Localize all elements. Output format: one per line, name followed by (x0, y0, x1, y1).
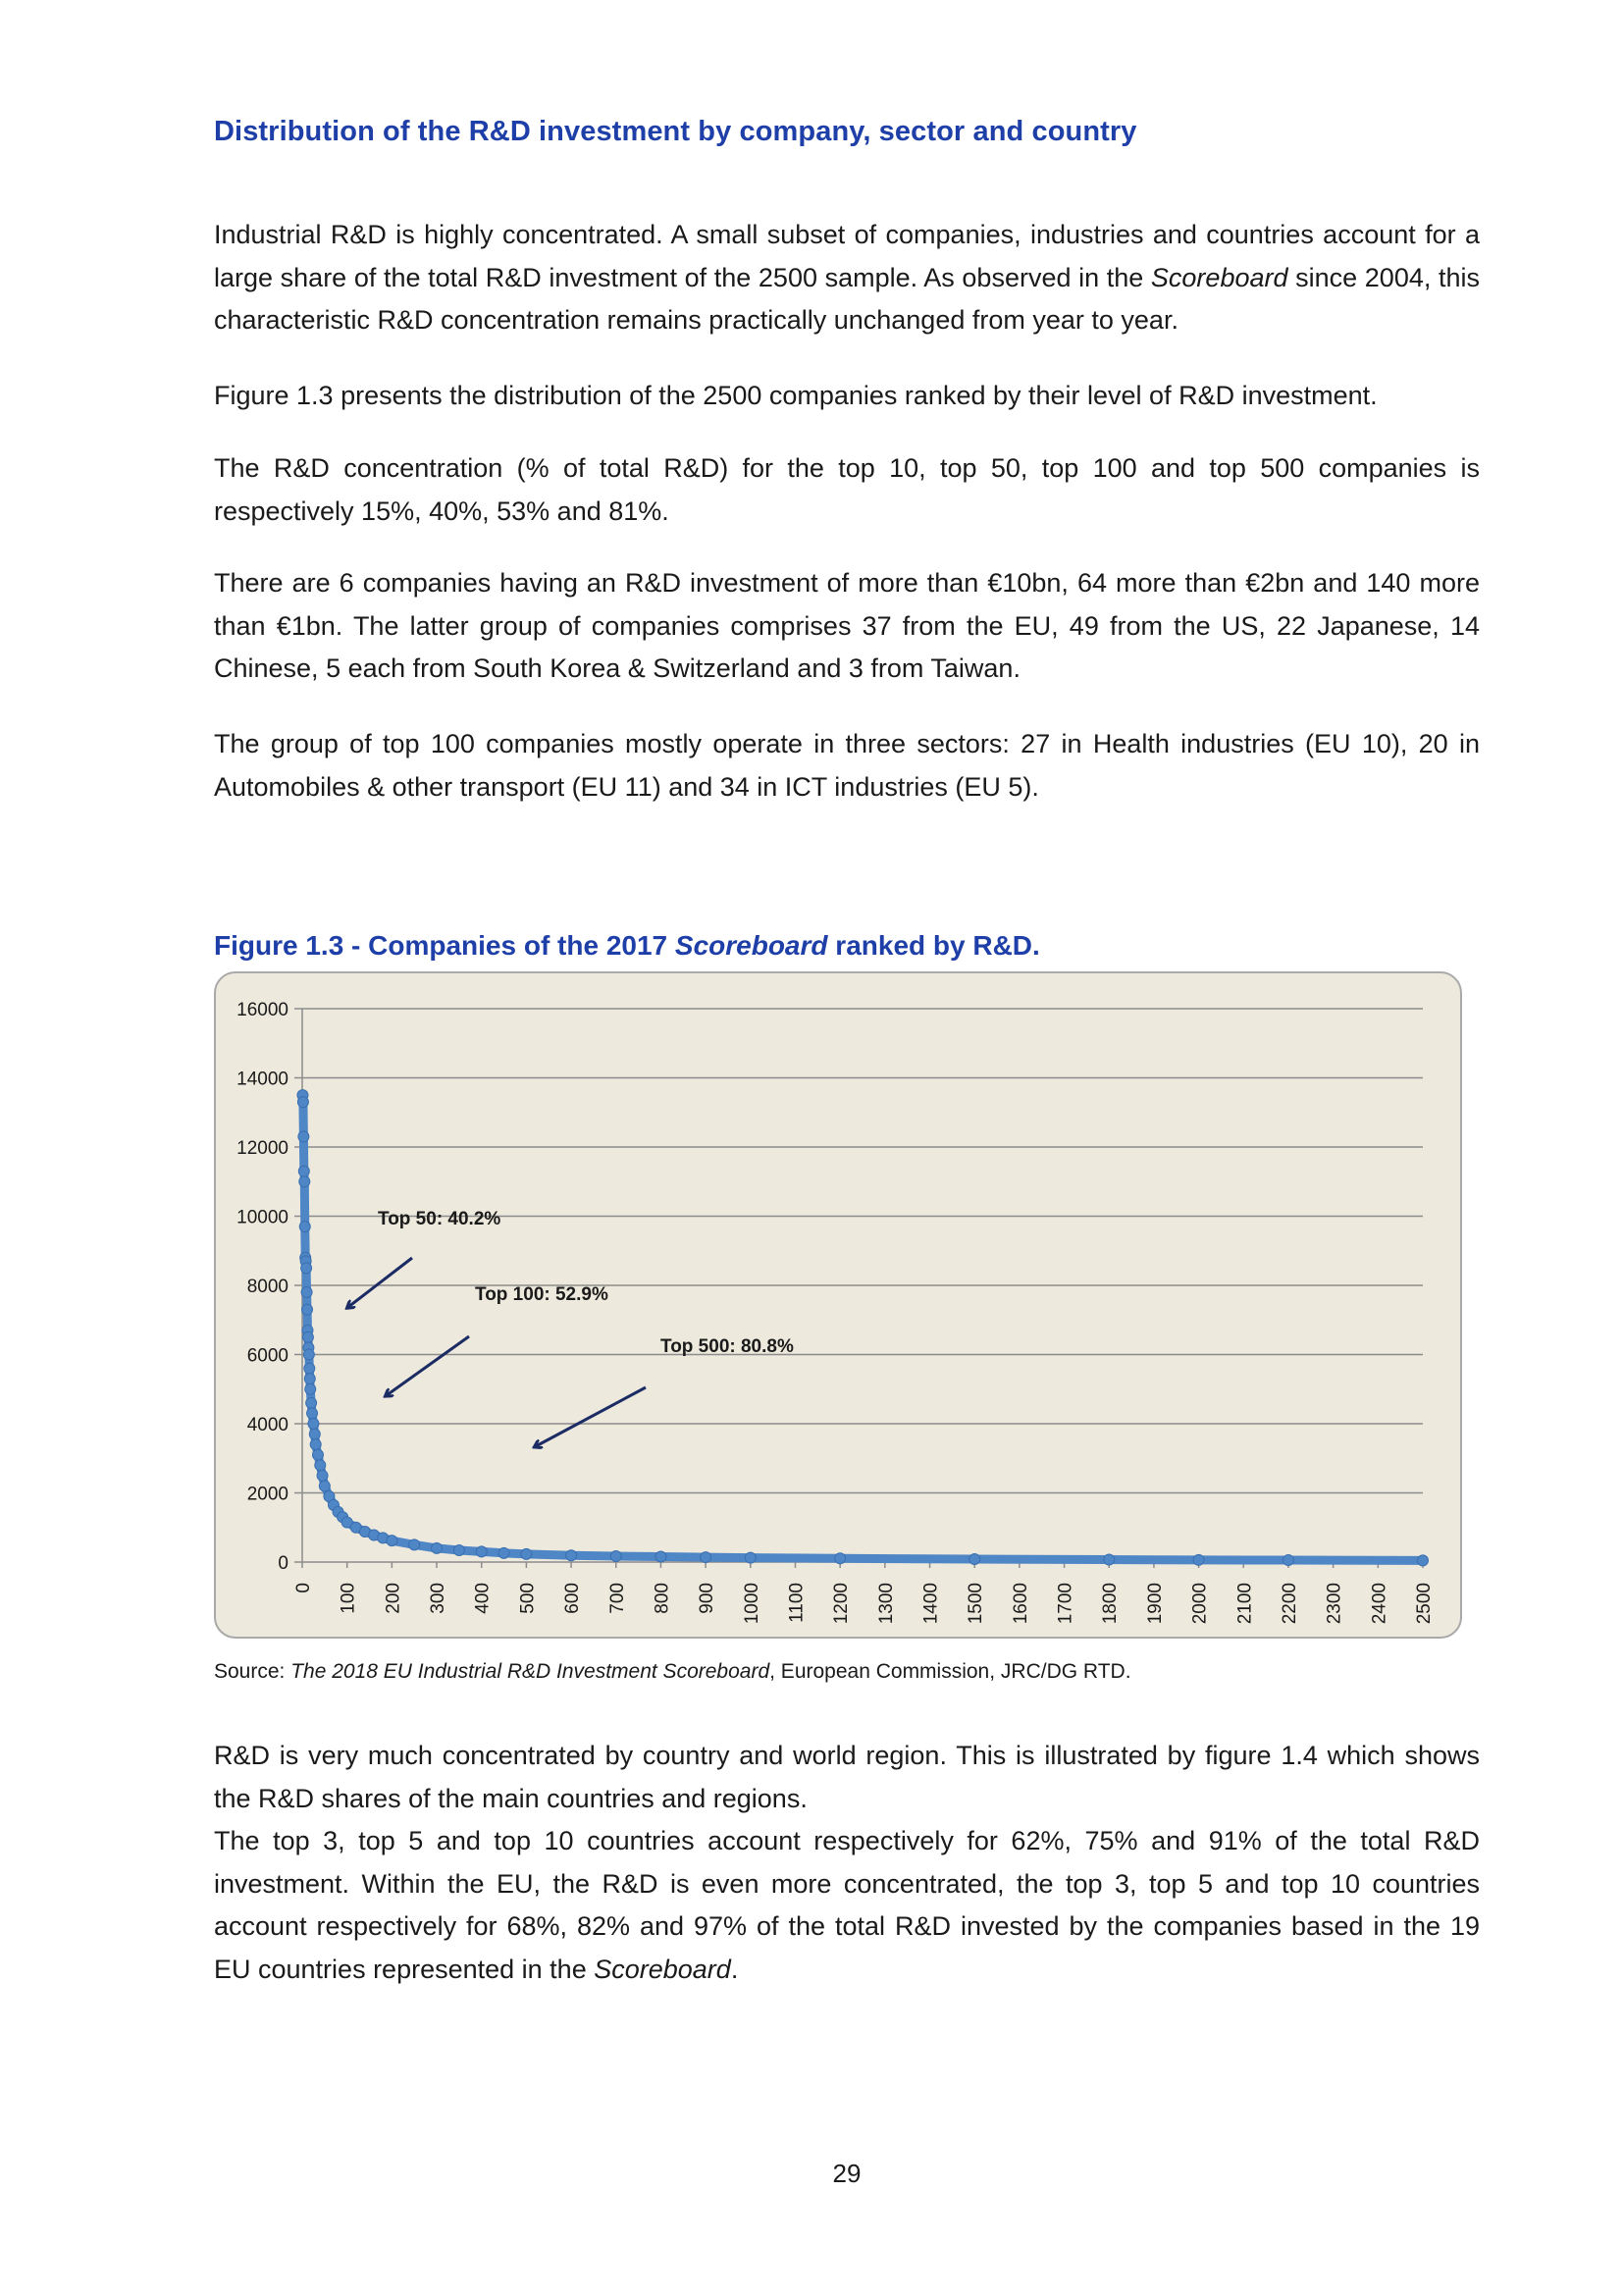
x-tick-label: 1800 (1100, 1583, 1122, 1625)
data-point (498, 1547, 509, 1558)
data-point (302, 1331, 313, 1342)
data-point (304, 1374, 315, 1384)
data-point (308, 1419, 319, 1430)
data-point (297, 1097, 308, 1108)
source-text: , European Commission, JRC/DG RTD. (769, 1660, 1131, 1683)
annotation-arrow (348, 1258, 412, 1307)
annotation-label: Top 500: 80.8% (660, 1336, 794, 1357)
x-tick-label: 100 (338, 1583, 359, 1614)
data-point (304, 1363, 315, 1374)
y-tick-label: 0 (278, 1553, 288, 1574)
data-point (835, 1553, 846, 1564)
x-tick-label: 1900 (1144, 1583, 1166, 1625)
y-tick-label: 10000 (236, 1207, 288, 1228)
data-point (432, 1542, 443, 1553)
x-tick-label: 0 (293, 1583, 314, 1593)
x-tick-label: 900 (697, 1583, 718, 1614)
data-point (409, 1539, 420, 1550)
data-point (566, 1550, 577, 1561)
x-tick-label: 2000 (1189, 1583, 1211, 1625)
paragraph-country-concentration: R&D is very much concentrated by country and world region. This is illustrated by figure 1.4 which shows the R&D shares of the main countries and regions. (214, 1741, 1480, 1813)
page-number: 29 (832, 2159, 862, 2188)
x-tick-label: 1600 (1010, 1583, 1031, 1625)
paragraph-sectors: The group of top 100 companies mostly operate in three sectors: 27 in Health industries (EU 10), 20 in Automobiles & other transport (EU 11) and 34 in ICT industries (EU 5). (214, 729, 1480, 802)
x-tick-label: 600 (562, 1583, 584, 1614)
figure-title-text: Figure 1.3 - Companies of the 2017 (214, 930, 675, 961)
data-point (387, 1536, 397, 1546)
scoreboard-italic: Scoreboard (1150, 262, 1288, 292)
x-tick-label: 1500 (966, 1583, 987, 1625)
data-point (1193, 1554, 1204, 1565)
data-point (301, 1287, 312, 1298)
x-tick-label: 2500 (1414, 1583, 1435, 1625)
data-point (315, 1460, 326, 1471)
data-point (476, 1546, 487, 1557)
y-tick-label: 14000 (236, 1069, 288, 1090)
y-tick-label: 16000 (236, 1000, 288, 1020)
data-point (521, 1548, 532, 1559)
source-label: Source: (214, 1660, 291, 1683)
data-point (298, 1166, 309, 1176)
data-point (301, 1263, 312, 1274)
x-tick-label: 2400 (1369, 1583, 1390, 1625)
x-tick-label: 800 (652, 1583, 673, 1614)
x-tick-label: 500 (517, 1583, 539, 1614)
figure-title-text: ranked by R&D. (827, 930, 1040, 961)
y-tick-label: 8000 (246, 1277, 288, 1297)
paragraph-concentration (214, 214, 1480, 342)
annotation-arrow (387, 1336, 469, 1395)
data-point (969, 1554, 980, 1565)
x-tick-label: 400 (472, 1583, 494, 1614)
x-tick-label: 1400 (920, 1583, 942, 1625)
paragraph-figure-intro: Figure 1.3 presents the distribution of the 2500 companies ranked by their level of R&D investment. (214, 381, 1378, 410)
paragraph-top-countries (214, 1820, 1480, 1991)
paragraph-top-companies: The R&D concentration (% of total R&D) for the top 10, top 50, top 100 and top 500 companies is respectively 15%, 40%, 53% and 81%. (214, 453, 1480, 526)
data-point (701, 1552, 711, 1563)
annotation-label: Top 100: 52.9% (475, 1284, 608, 1305)
data-point (319, 1481, 330, 1491)
chart-area (214, 971, 1462, 1639)
data-point (306, 1397, 317, 1408)
x-tick-label: 1000 (741, 1583, 762, 1625)
data-point (745, 1552, 756, 1563)
section-heading: Distribution of the R&D investment by company, sector and country (214, 116, 1137, 147)
figure-title (214, 930, 1040, 962)
data-point (302, 1304, 313, 1315)
paragraph-text: The top 3, top 5 and top 10 countries account respectively for 62%, 75% and 91% of the total R&D investment. Within the EU, the R&D is even more concentrated, the top 3, top 5 and top 10 countries account respectively for 68%, 82% and 97% of the total R&D invested by the companies based in the 19 EU countries represented in the (214, 1826, 1480, 1984)
data-point (453, 1545, 464, 1556)
figure-title-italic: Scoreboard (674, 930, 828, 961)
data-point (305, 1383, 316, 1394)
x-tick-label: 2300 (1324, 1583, 1345, 1625)
data-point (1418, 1555, 1429, 1566)
data-point (312, 1449, 323, 1460)
data-point (299, 1222, 310, 1232)
y-tick-label: 2000 (246, 1484, 288, 1505)
data-point (298, 1131, 309, 1142)
paragraph-text: Industrial R&D is highly concentrated. A small subset of companies, industries and countries account for a large share of the total R&D investment of the 2500 sample. As observed in the (214, 220, 1480, 292)
scatter-chart (216, 973, 1460, 1637)
data-point (1283, 1555, 1293, 1566)
y-tick-label: 12000 (236, 1138, 288, 1159)
data-point (299, 1176, 310, 1187)
y-tick-label: 4000 (246, 1415, 288, 1435)
data-point (310, 1439, 321, 1450)
series-line (302, 1095, 1423, 1560)
data-point (309, 1429, 320, 1439)
data-point (307, 1408, 318, 1419)
x-tick-label: 1300 (875, 1583, 897, 1625)
x-tick-label: 200 (383, 1583, 404, 1614)
data-point (610, 1551, 621, 1562)
annotation-arrow (536, 1387, 646, 1446)
x-tick-label: 700 (606, 1583, 628, 1614)
source-title: The 2018 EU Industrial R&D Investment Scoreboard (290, 1660, 770, 1683)
figure-source (214, 1660, 1131, 1684)
paragraph-text: since 2004, this characteristic R&D concentration remains practically unchanged from year to year. (214, 262, 1480, 335)
scoreboard-italic: Scoreboard (594, 1954, 731, 1984)
data-point (655, 1551, 666, 1562)
x-tick-label: 1700 (1055, 1583, 1076, 1625)
y-tick-label: 6000 (246, 1345, 288, 1367)
x-tick-label: 2200 (1279, 1583, 1300, 1625)
data-point (303, 1349, 314, 1360)
x-tick-label: 2100 (1234, 1583, 1256, 1625)
data-point (317, 1470, 328, 1481)
x-tick-label: 1200 (831, 1583, 853, 1625)
x-tick-label: 300 (428, 1583, 449, 1614)
paragraph-text: . (730, 1954, 739, 1984)
data-point (1104, 1554, 1115, 1565)
x-tick-label: 1100 (786, 1583, 808, 1623)
annotation-label: Top 50: 40.2% (378, 1209, 501, 1229)
paragraph-companies-count: There are 6 companies having an R&D investment of more than €10bn, 64 more than €2bn and 140 more than €1bn. The latter group of companies comprises 37 from the EU, 49 from the US, 22 Japanese, 14 Chinese, 5 each from South Korea & Switzerland and 3 from Taiwan. (214, 568, 1480, 683)
